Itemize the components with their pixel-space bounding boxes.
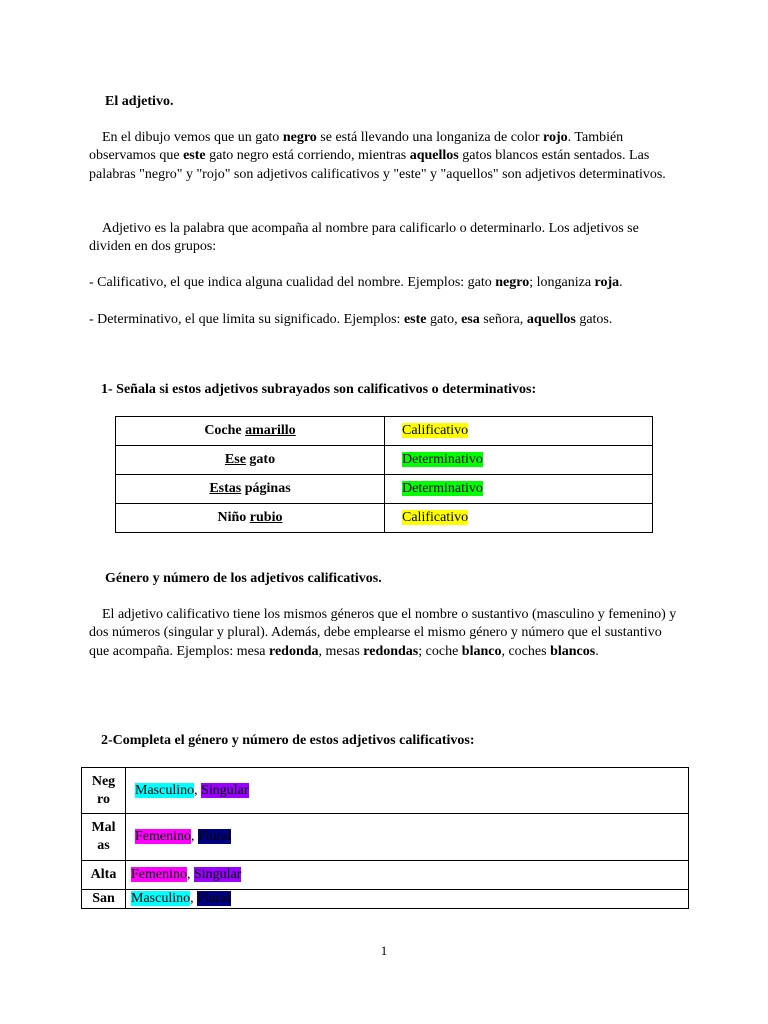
intro-bold: este — [183, 148, 206, 164]
calificativo-line — [89, 274, 679, 292]
intro-bold: negro — [282, 130, 317, 145]
line-text: gatos. — [575, 312, 613, 327]
line-text: - Calificativo, el que indica alguna cualidad del nombre. Ejemplos: gato — [89, 275, 496, 290]
answer-cell[interactable] — [385, 417, 653, 446]
intro-text: En el dibujo vemos que un gato — [102, 130, 283, 145]
number-text: Plural — [197, 891, 231, 906]
genero-bold: redondas — [363, 643, 419, 659]
intro-text: se está llevando una longaniza de color — [316, 130, 544, 145]
gender-text: Masculino — [131, 891, 191, 906]
genero-text: , coches — [501, 643, 551, 659]
line-text: ; longaniza — [529, 275, 595, 290]
document-title: El adjetivo. — [105, 94, 174, 109]
genero-bold: blanco — [461, 643, 502, 659]
answer-text: Calificativo — [402, 510, 469, 525]
genero-bold: blancos — [550, 643, 596, 659]
number-text: Singular — [201, 782, 249, 798]
answer-cell[interactable] — [385, 446, 653, 475]
exercise2-table — [81, 767, 689, 909]
adjective-cell: Mal as — [82, 814, 126, 861]
exercise1-heading: 1- Señala si estos adjetivos subrayados son calificativos o determinativos: — [101, 382, 537, 397]
adjective-cell: Alta — [82, 861, 126, 890]
number-text: Plural — [198, 829, 232, 844]
line-bold: aquellos — [526, 312, 576, 327]
answer-text: Determinativo — [402, 481, 483, 496]
answer-cell[interactable]: Femenino, Plural — [126, 814, 689, 861]
adjective-cell: Niño rubio — [116, 504, 385, 533]
gender-text: Femenino — [131, 867, 187, 882]
answer-cell[interactable] — [385, 475, 653, 504]
answer-cell[interactable]: Masculino, Singular — [126, 768, 689, 814]
answer-text: Calificativo — [402, 423, 469, 438]
line-bold: esa — [461, 312, 480, 327]
line-bold: negro — [495, 275, 530, 290]
genero-text: , mesas — [318, 643, 364, 659]
line-bold: este — [403, 312, 427, 327]
definition-paragraph: Adjetivo es la palabra que acompaña al nombre para calificarlo o determinarlo. Los adjetivos se dividen en dos grupos: — [89, 221, 639, 255]
intro-bold: aquellos — [409, 148, 459, 164]
page-number: 1 — [380, 943, 388, 958]
adjective-cell: Ese gato — [116, 446, 385, 475]
determinativo-line — [89, 311, 679, 329]
genero-text: ; coche — [418, 643, 462, 659]
line-bold: roja — [594, 275, 620, 290]
intro-text: gato negro está corriendo, mientras — [205, 148, 410, 164]
genero-paragraph — [89, 606, 679, 661]
line-text: - Determinativo, el que limita su significado. Ejemplos: — [89, 312, 404, 327]
exercise1-table — [115, 416, 653, 533]
table-row — [116, 446, 653, 475]
table-row — [82, 768, 689, 814]
genero-bold: redonda — [269, 643, 319, 659]
adjective-cell: Neg ro — [82, 768, 126, 814]
intro-text: . También observamos que — [89, 130, 624, 164]
intro-text: gatos blancos están sentados. Las palabras "negro" y "rojo" son adjetivos calificativos y "este" y "aquellos" son adjetivos determinativos. — [89, 148, 666, 182]
table-row — [116, 475, 653, 504]
line-text: gato, — [426, 312, 462, 327]
intro-bold: rojo — [543, 130, 568, 145]
gender-text: Femenino — [135, 829, 191, 844]
number-text: Singular — [194, 867, 242, 882]
answer-text: Determinativo — [402, 452, 483, 467]
gender-text: Masculino — [135, 782, 195, 798]
adjective-cell: Estas páginas — [116, 475, 385, 504]
table-row — [82, 890, 689, 909]
table-row — [116, 417, 653, 446]
intro-paragraph — [89, 129, 679, 184]
exercise2-heading: 2-Completa el género y número de estos adjetivos calificativos: — [101, 733, 475, 748]
genero-text: El adjetivo calificativo tiene los mismos géneros que el nombre o sustantivo (masculino y femenino) y dos números (singular y plural). Además, debe emplearse el mismo género y número que el sustantivo que acompaña. Ejemplos: mesa — [89, 607, 677, 659]
genero-text: . — [595, 643, 599, 659]
answer-cell[interactable]: Masculino, Plural — [126, 890, 689, 909]
adjective-cell: San — [82, 890, 126, 909]
answer-cell[interactable] — [385, 504, 653, 533]
adjective-cell: Coche amarillo — [116, 417, 385, 446]
table-row — [82, 861, 689, 890]
table-row — [116, 504, 653, 533]
line-text: . — [619, 275, 623, 290]
answer-cell[interactable]: Femenino, Singular — [126, 861, 689, 890]
genero-heading: Género y número de los adjetivos calificativos. — [105, 571, 382, 586]
line-text: señora, — [479, 312, 527, 327]
table-row — [82, 814, 689, 861]
